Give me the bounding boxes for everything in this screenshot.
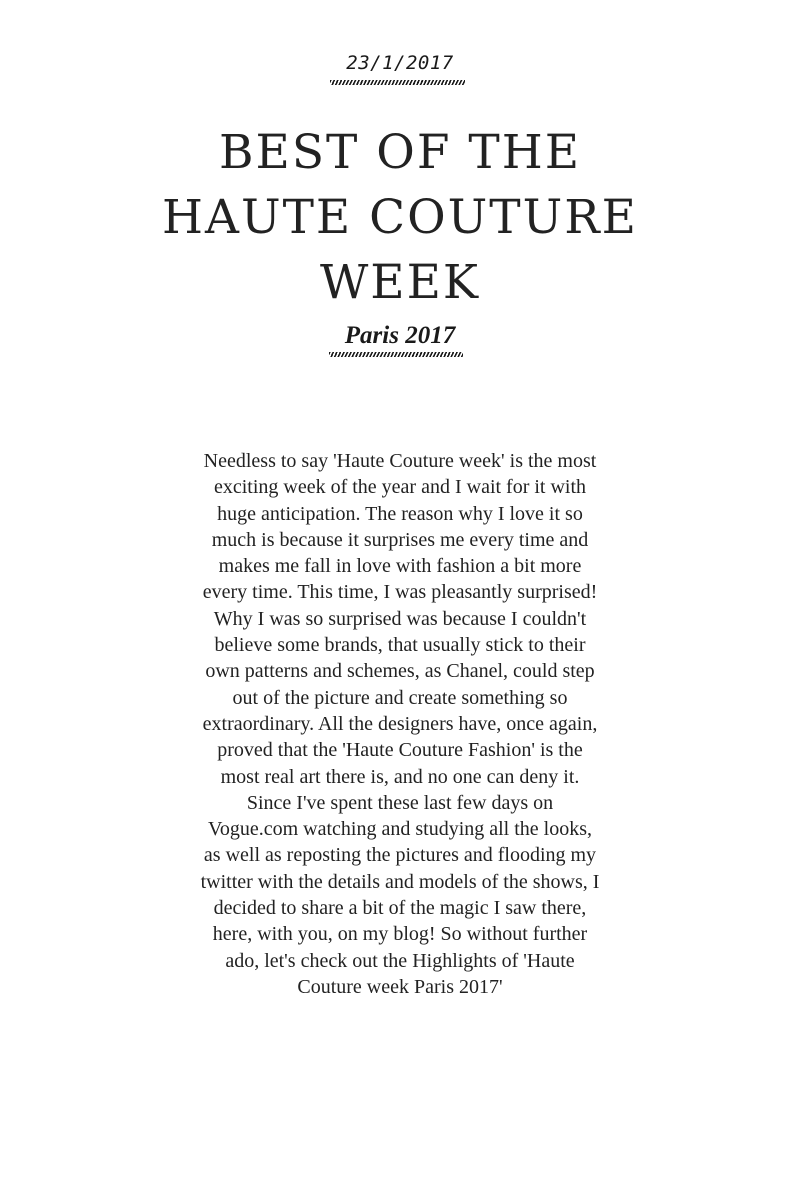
post-title bbox=[0, 120, 800, 315]
date-underline-decoration bbox=[330, 80, 465, 85]
title-line: BEST OF THE bbox=[218, 125, 582, 180]
date-block bbox=[0, 52, 800, 74]
post-date: 23/1/2017 bbox=[346, 52, 454, 74]
title-line: HAUTE COUTURE bbox=[162, 190, 638, 245]
subtitle-block bbox=[0, 322, 800, 350]
post-body: Needless to say 'Haute Couture week' is the most exciting week of the year and I wait for it with huge anticipation. The reason why I love it so much is because it surprises me every time and makes me fall in love with fashion a bit more every time. This time, I was pleasantly surprised! Why I was so surprised was because I couldn't believe some brands, that usually stick to their own patterns and schemes, as Chanel, could step out of the picture and create something so extraordinary. All the designers have, once again, proved that the 'Haute Couture Fashion' is the most real art there is, and no one can deny it. Since I've spent these last few days on Vogue.com watching and studying all the looks, as well as reposting the pictures and flooding my twitter with the details and models of the shows, I decided to share a bit of the magic I saw there, here, with you, on my blog! So without further ado, let's check out the Highlights of 'Haute Couture week Paris 2017' bbox=[200, 450, 600, 998]
title-line: WEEK bbox=[319, 255, 481, 310]
subtitle-underline-decoration bbox=[329, 352, 463, 357]
post-subtitle: Paris 2017 bbox=[344, 322, 456, 349]
